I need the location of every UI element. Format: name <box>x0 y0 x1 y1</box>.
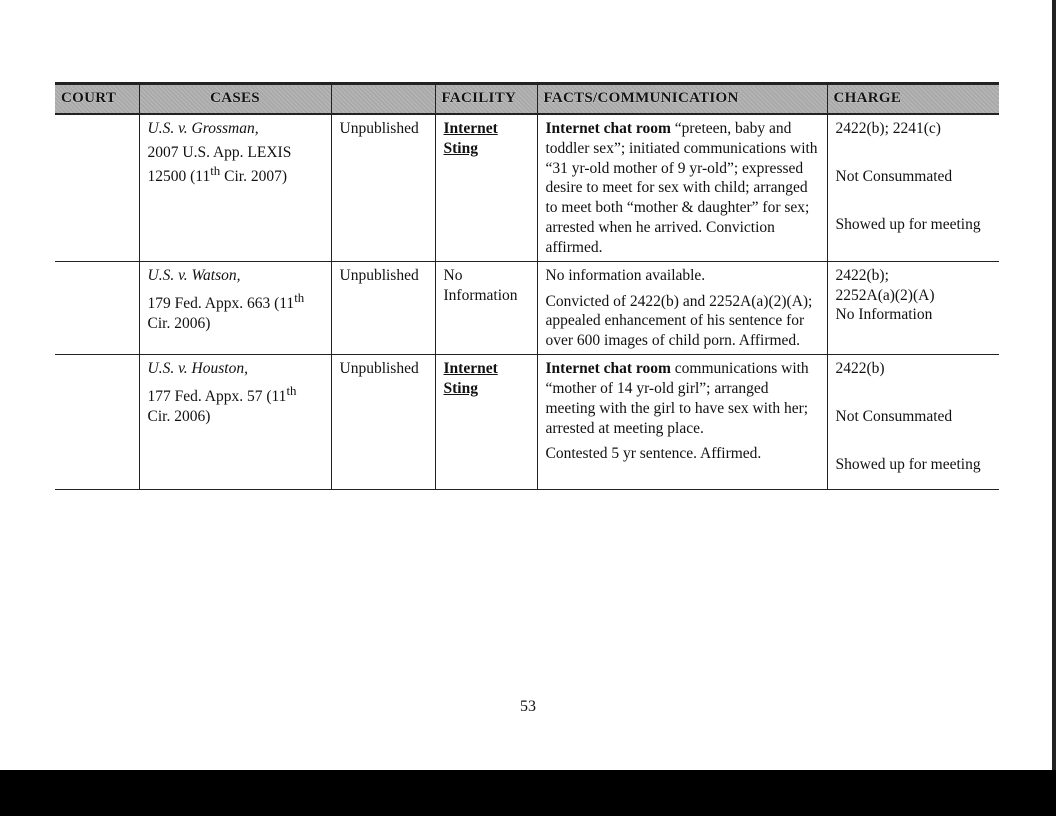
charge-statute: 2422(b); 2241(c) <box>835 120 941 137</box>
facts-cell <box>537 114 827 261</box>
page-number: 53 <box>520 698 536 715</box>
charge-cell <box>827 114 999 261</box>
charge-statute-2: 2252A(a)(2)(A) <box>835 286 935 304</box>
charge-status: Not Consummated <box>835 167 953 185</box>
charge-status: Not Consummated <box>835 407 953 425</box>
table-row <box>55 114 999 261</box>
charge-cell <box>827 261 999 354</box>
status-cell: Unpublished <box>331 114 435 261</box>
case-table <box>55 82 999 490</box>
facility-cell <box>435 114 537 261</box>
case-cell <box>139 114 331 261</box>
table-row <box>55 355 999 490</box>
facts-text-2: Contested 5 yr sentence. Affirmed. <box>545 445 762 463</box>
case-citation: 179 Fed. Appx. 663 (11th Cir. 2006) <box>147 289 305 332</box>
facility-line2: Sting <box>443 139 478 157</box>
header-charge: CHARGE <box>827 84 999 115</box>
header-facts: FACTS/COMMUNICATION <box>537 84 827 115</box>
facts-text: “preteen, baby and toddler sex”; initiated communications with “31 yr-old mother of 9 yr-old”; expressed desire to meet for sex with child; arranged to meet both “mother & daughter” for sex; arrested when he arrived. Conviction affirmed. <box>545 120 818 256</box>
facts-text: communications with “mother of 14 yr-old girl”; arranged meeting with the girl to have sex with her; arrested at meeting place. <box>545 360 809 437</box>
header-cases: CASES <box>139 84 331 115</box>
facts-lead: Internet chat room <box>545 360 671 378</box>
facility-line1: Internet <box>443 360 498 378</box>
facts-text: No information available. <box>545 266 706 284</box>
case-cell <box>139 261 331 354</box>
facility-line1: Internet <box>443 120 498 137</box>
page-edge <box>1052 0 1056 770</box>
charge-note: Showed up for meeting <box>835 455 981 473</box>
table-row <box>55 261 999 354</box>
scan-border <box>0 770 1056 816</box>
case-cell <box>139 355 331 490</box>
facts-text-2: Convicted of 2422(b) and 2252A(a)(2)(A); appealed enhancement of his sentence for over 600 images of child porn. Affirmed. <box>545 292 813 350</box>
facility-cell <box>435 261 537 354</box>
header-facility: FACILITY <box>435 84 537 115</box>
status-cell: Unpublished <box>331 355 435 490</box>
case-citation: 177 Fed. Appx. 57 (11th Cir. 2006) <box>147 382 297 425</box>
case-citation: 2007 U.S. App. LEXIS 12500 (11th Cir. 2007) <box>147 143 292 185</box>
case-name: U.S. v. Watson, <box>147 266 241 284</box>
header-row <box>55 84 999 115</box>
case-name: U.S. v. Grossman, <box>147 120 259 137</box>
facility-line2: Sting <box>443 379 478 397</box>
facility-line2: Information <box>443 286 518 304</box>
facts-cell <box>537 355 827 490</box>
status-cell: Unpublished <box>331 261 435 354</box>
charge-note: Showed up for meeting <box>835 215 981 233</box>
court-cell <box>55 114 139 261</box>
court-cell <box>55 261 139 354</box>
facts-lead: Internet chat room <box>545 120 671 137</box>
charge-statute: 2422(b) <box>835 360 885 378</box>
court-cell <box>55 355 139 490</box>
charge-status: No Information <box>835 306 933 324</box>
facts-cell <box>537 261 827 354</box>
facility-line1: No <box>443 266 463 284</box>
charge-statute: 2422(b); <box>835 266 889 284</box>
charge-cell <box>827 355 999 490</box>
header-blank <box>331 84 435 115</box>
header-court: COURT <box>55 84 139 115</box>
case-name: U.S. v. Houston, <box>147 360 248 378</box>
facility-cell <box>435 355 537 490</box>
